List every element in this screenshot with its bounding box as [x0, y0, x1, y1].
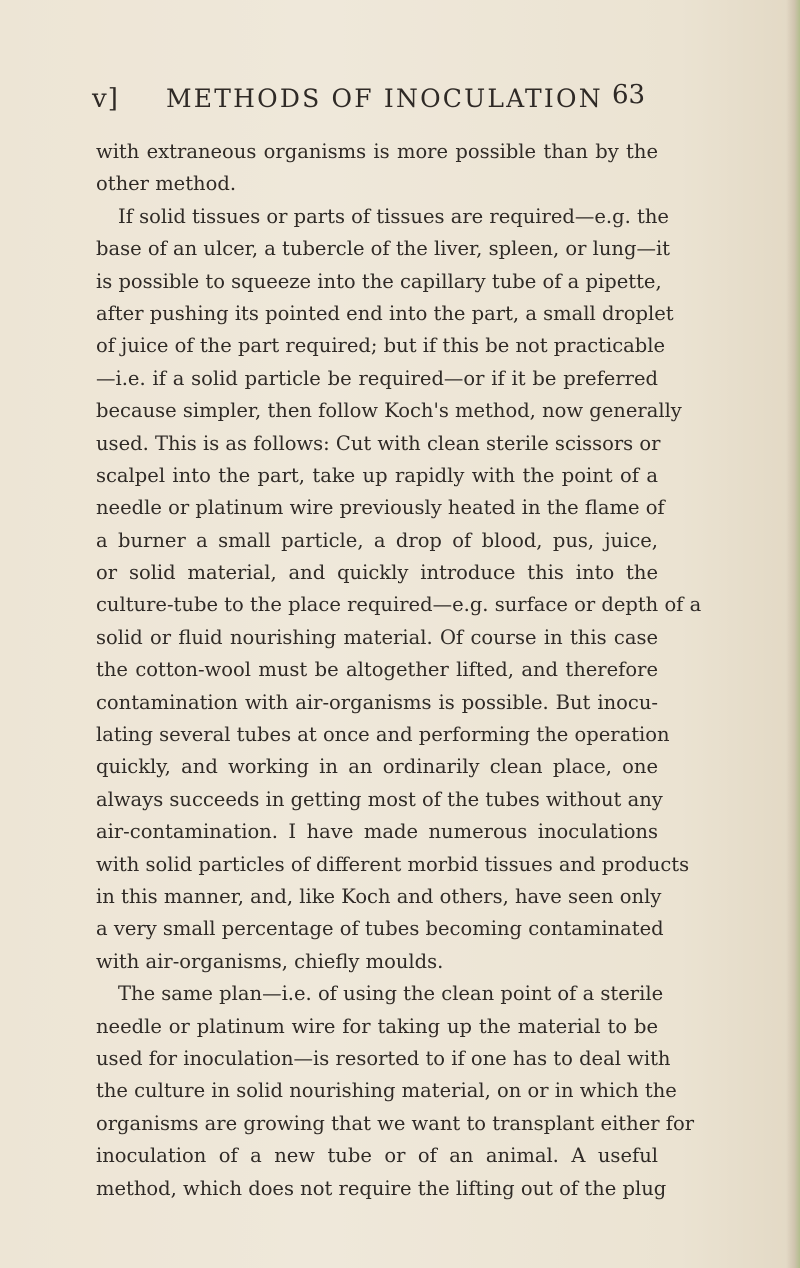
text-line: always succeeds in getting most of the tubes without any [96, 787, 663, 811]
text-line: other method. [96, 172, 237, 196]
text-line: of juice of the part required; but if this be not practicable [96, 334, 666, 358]
text-line: because simpler, then follow Koch's method, now generally [96, 399, 682, 423]
text-line: culture-tube to the place required—e.g. surface or depth of a [96, 593, 702, 617]
text-line: used. This is as follows: Cut with clean sterile scissors or [96, 431, 661, 455]
text-line: after pushing its pointed end into the part, a small droplet [96, 301, 674, 325]
text-line: the cotton-wool must be altogether lifted, and therefore [96, 658, 658, 682]
running-head-title: METHODS OF INOCULATION [166, 84, 603, 113]
text-line: method, which does not require the lifting out of the plug [96, 1176, 667, 1200]
running-head [0, 80, 800, 124]
text-line: or solid material, and quickly introduce this into the [96, 561, 658, 585]
text-line: needle or platinum wire for taking up the material to be [96, 1014, 658, 1038]
text-line: a burner a small particle, a drop of blood, pus, juice, [96, 528, 658, 552]
text-line: is possible to squeeze into the capillary tube of a pipette, [96, 269, 662, 293]
text-line: used for inoculation—is resorted to if one has to deal with [96, 1046, 671, 1070]
text-line: If solid tissues or parts of tissues are required—e.g. the [118, 204, 669, 228]
page-number: 63 [612, 80, 646, 110]
text-line: air-contamination. I have made numerous inoculations [96, 820, 658, 844]
text-line: with solid particles of different morbid tissues and products [96, 852, 690, 876]
text-line: contamination with air-organisms is possible. But inocu- [96, 690, 658, 714]
page-edge-shadow [786, 0, 800, 1268]
text-line: needle or platinum wire previously heated in the flame of [96, 496, 665, 520]
text-line: base of an ulcer, a tubercle of the liver, spleen, or lung—it [96, 237, 671, 261]
text-line: with air-organisms, chiefly moulds. [96, 949, 444, 973]
text-line: a very small percentage of tubes becoming contaminated [96, 917, 664, 941]
text-line: The same plan—i.e. of using the clean point of a sterile [118, 982, 664, 1006]
text-line: organisms are growing that we want to transplant either for [96, 1111, 695, 1135]
text-line: solid or fluid nourishing material. Of course in this case [96, 625, 658, 649]
body-text [96, 136, 702, 1205]
chapter-number: v] [92, 84, 119, 114]
text-line: inoculation of a new tube or of an animal. A useful [96, 1144, 658, 1168]
text-line: the culture in solid nourishing material, on or in which the [96, 1079, 677, 1103]
text-line: scalpel into the part, take up rapidly with the point of a [96, 463, 658, 487]
text-line: quickly, and working in an ordinarily clean place, one [96, 755, 658, 779]
text-line: with extraneous organisms is more possible than by the [96, 140, 658, 163]
text-line: lating several tubes at once and performing the operation [96, 723, 670, 747]
text-line: in this manner, and, like Koch and others, have seen only [96, 884, 662, 908]
text-line: —i.e. if a solid particle be required—or if it be preferred [96, 366, 658, 390]
